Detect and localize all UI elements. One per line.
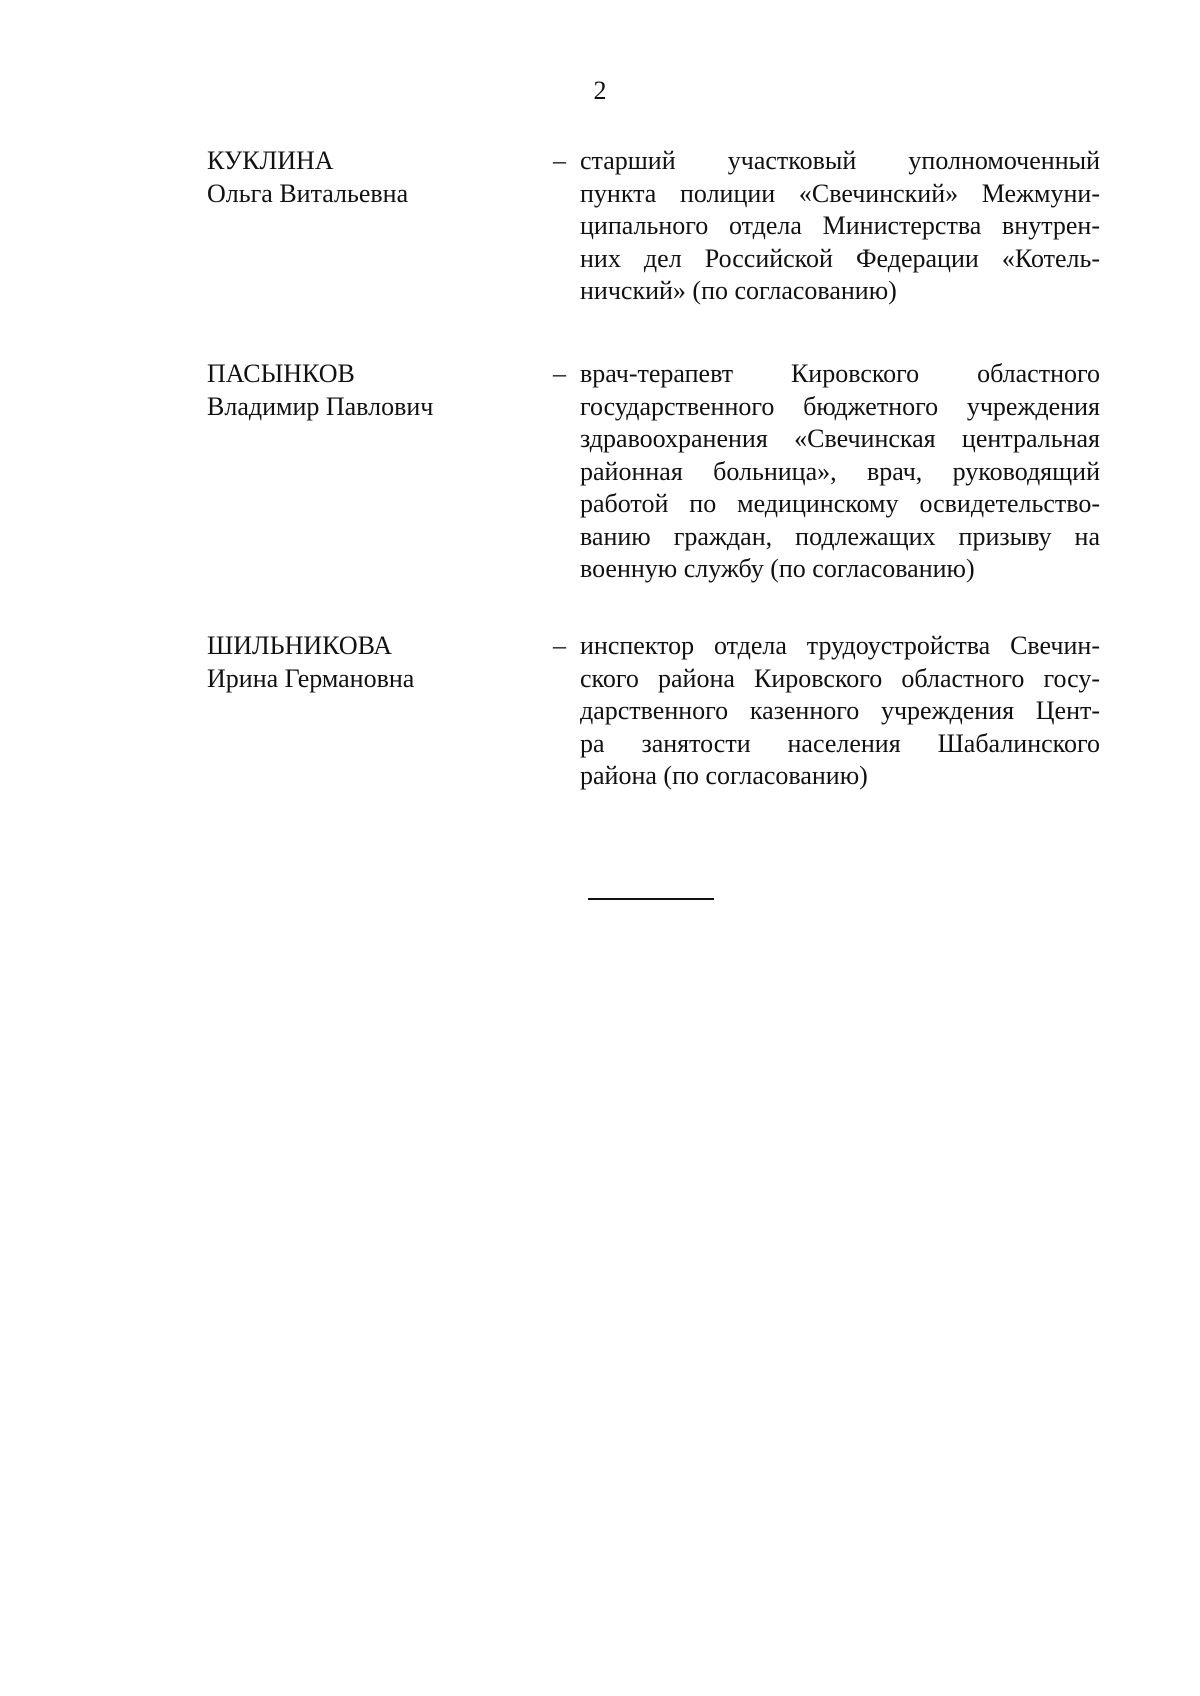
member-name <box>207 145 527 210</box>
member-given-names: Ольга Витальевна <box>207 178 409 208</box>
dash-separator: – <box>553 146 566 175</box>
member-position <box>580 630 1100 793</box>
position-line: здравоохранения «Свечинская центральная <box>580 424 1100 453</box>
position-line: ванию граждан, подлежащих призыву на <box>580 521 1100 551</box>
position-line: врач-терапевт Кировского областного <box>580 359 1100 388</box>
position-line: районная больница», врач, руководящий <box>580 456 1100 486</box>
position-line: пункта полиции «Свечинский» Межмуни- <box>580 178 1100 208</box>
position-line: ципального отдела Министерства внутрен- <box>580 211 1100 240</box>
position-line: ского района Кировского областного госу- <box>580 663 1100 693</box>
position-line: них дел Российской Федерации «Котель- <box>580 243 1100 273</box>
position-line: района (по согласованию) <box>580 761 868 790</box>
member-surname: КУКЛИНА <box>207 146 334 175</box>
member-position <box>580 358 1100 586</box>
position-line: военную службу (по согласованию) <box>580 554 975 583</box>
position-line: дарственного казенного учреждения Цент- <box>580 696 1100 725</box>
position-line: ничский» (по согласованию) <box>580 276 897 305</box>
position-line: государственного бюджетного учреждения <box>580 391 1100 421</box>
position-line: ра занятости населения Шабалинского <box>580 728 1100 758</box>
position-line: работой по медицинскому освидетельство- <box>580 489 1100 518</box>
position-line: инспектор отдела трудоустройства Свечин- <box>580 631 1100 660</box>
member-surname: ШИЛЬНИКОВА <box>207 631 393 660</box>
member-surname: ПАСЫНКОВ <box>207 359 355 388</box>
dash-separator: – <box>553 359 566 388</box>
member-position <box>580 145 1100 308</box>
member-given-names: Владимир Павлович <box>207 391 434 421</box>
position-line: старший участковый уполномоченный <box>580 146 1100 175</box>
member-given-names: Ирина Германовна <box>207 663 415 693</box>
member-name <box>207 358 527 423</box>
page-number: 2 <box>593 76 607 105</box>
closing-rule <box>588 898 714 900</box>
member-name <box>207 630 527 695</box>
dash-separator: – <box>553 631 566 660</box>
